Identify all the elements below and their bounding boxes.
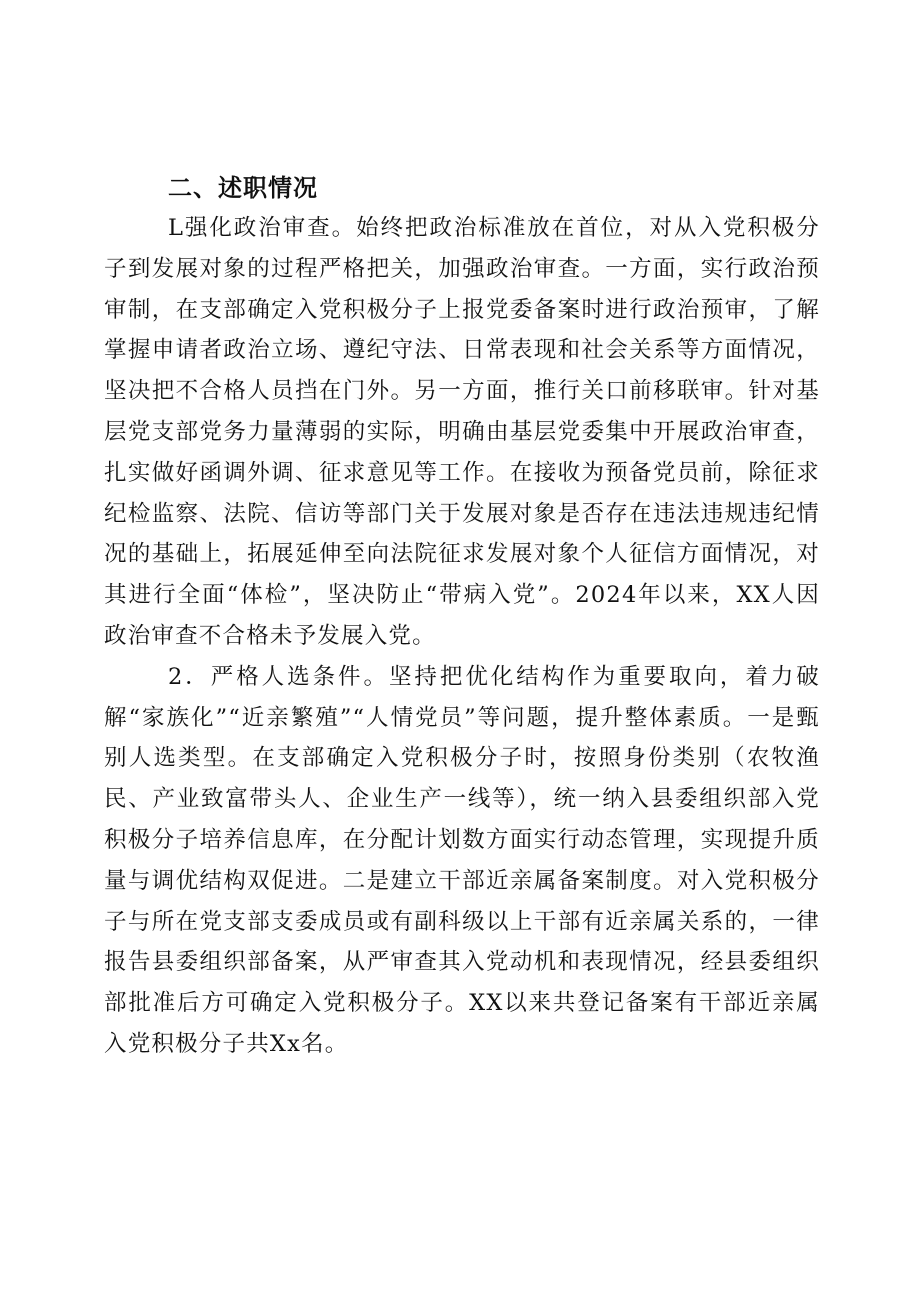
paragraph-candidate-conditions: 2．严格人选条件。坚持把优化结构作为重要取向，着力破解“家族化”“近亲繁殖”“人情党员”等问题，提升整体素质。一是甄别人选类型。在支部确定入党积极分子时，按照身份类别（农牧渔民、产业致富带头人、企业生产一线等），统一纳入县委组织部入党积极分子培养信息库，在分配计划数方面实行动态管理，实现提升质量与调优结构双促进。二是建立干部近亲属备案制度。对入党积极分子与所在党支部支委成员或有副科级以上干部有近亲属关系的，一律报告县委组织部备案，从严审查其入党动机和表现情况，经县委组织部批准后方可确定入党积极分子。XX以来共登记备案有干部近亲属入党积极分子共Xx名。 — [104, 663, 820, 1057]
paragraph-political-review: L强化政治审查。始终把政治标准放在首位，对从入党积极分子到发展对象的过程严格把关，加强政治审查。一方面，实行政治预审制，在支部确定入党积极分子上报党委备案时进行政治预审，了解掌握申请者政治立场、遵纪守法、日常表现和社会关系等方面情况，坚决把不合格人员挡在门外。另一方面，推行关口前移联审。针对基层党支部党务力量薄弱的实际，明确由基层党委集中开展政治审查，扎实做好函调外调、征求意见等工作。在接收为预备党员前，除征求纪检监察、法院、信访等部门关于发展对象是否存在违法违规违纪情况的基础上，拓展延伸至向法院征求发展对象个人征信方面情况，对其进行全面“体检”，坚决防止“带病入党”。2024年以来，XX人因政治审查不合格未予发展入党。 — [104, 215, 820, 649]
document-body — [104, 168, 820, 1065]
section-heading: 二、述职情况 — [168, 174, 318, 202]
